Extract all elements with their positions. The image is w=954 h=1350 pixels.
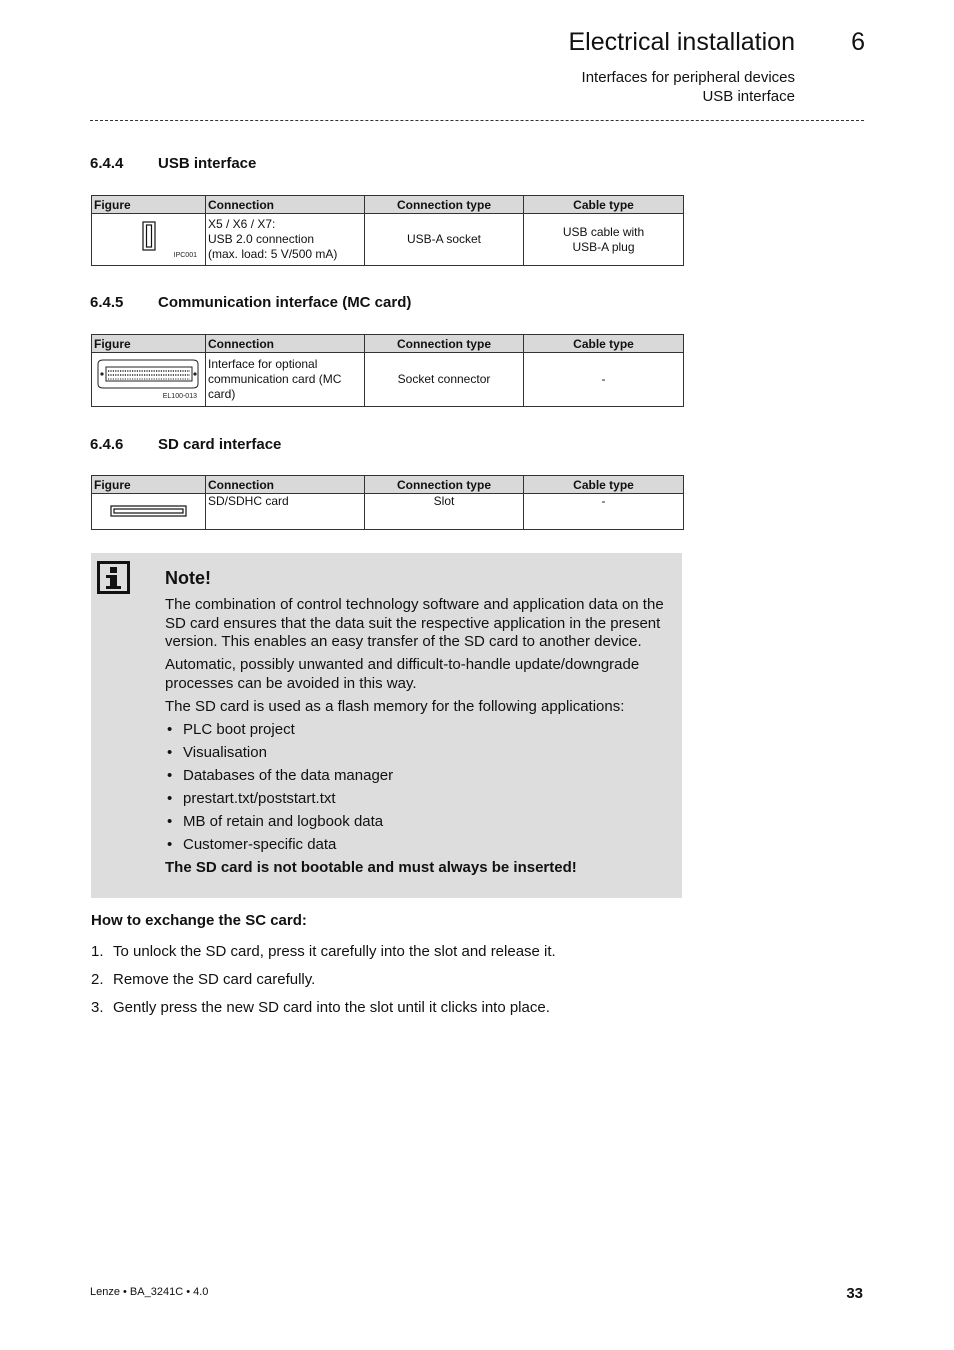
step-text: To unlock the SD card, press it carefully into the slot and release it.: [113, 943, 556, 960]
info-icon: [97, 561, 130, 594]
table-row: [92, 494, 684, 530]
step-number: 1.: [91, 943, 104, 960]
chapter-title: Electrical installation: [568, 28, 795, 56]
connection-cell: SD/SDHC card: [206, 494, 365, 530]
howto-heading: How to exchange the SC card:: [91, 912, 307, 929]
connection-line: (max. load: 5 V/500 mA): [208, 247, 338, 261]
cable-type-cell: -: [524, 353, 684, 407]
connection-line: Interface for optional: [208, 357, 318, 371]
page-number: 33: [846, 1285, 863, 1302]
table-row: [92, 214, 684, 266]
list-item: • Databases of the data manager: [165, 767, 671, 786]
step-number: 2.: [91, 971, 104, 988]
header-figure: Figure: [92, 335, 206, 353]
header-connection-type: Connection type: [365, 476, 524, 494]
section-heading-usb: [90, 155, 256, 172]
section-title: Communication interface (MC card): [158, 294, 412, 311]
connection-line: communication card (MC: [208, 372, 342, 386]
figure-label: IPC001: [173, 252, 197, 259]
connection-line: X5 / X6 / X7:: [208, 217, 276, 231]
header-figure: Figure: [92, 196, 206, 214]
list-item: [91, 943, 556, 961]
header-figure: Figure: [92, 476, 206, 494]
section-heading-sd-card: [90, 436, 281, 453]
connection-type-cell: USB-A socket: [365, 214, 524, 266]
table-header-row: [92, 476, 684, 494]
header-divider: [90, 120, 864, 121]
header-connection: Connection: [206, 335, 365, 353]
section-title: USB interface: [158, 155, 257, 172]
section-number: 6.4.5: [90, 294, 124, 311]
note-paragraph: The combination of control technology software and application data on the SD card ensures that the data suit the respective application in the present version. This enables an easy transfer of the SD card to another device.: [165, 596, 664, 650]
list-item: • Visualisation: [165, 744, 671, 763]
connection-cell: [206, 214, 365, 266]
figure-label: EL100-013: [162, 393, 197, 400]
cable-type-line: USB cable with: [562, 224, 645, 239]
header-subtitle-2: USB interface: [702, 88, 795, 105]
header-connection: Connection: [206, 476, 365, 494]
list-item: [91, 971, 556, 989]
sd-card-table: [91, 475, 684, 530]
figure-cell: [92, 494, 206, 530]
section-number: 6.4.4: [90, 155, 124, 172]
list-item: • MB of retain and logbook data: [165, 813, 671, 832]
usb-interface-table: [91, 195, 684, 266]
connection-type-cell: Socket connector: [365, 353, 524, 407]
connection-type-cell: Slot: [365, 494, 524, 530]
cable-type-cell: [524, 214, 684, 266]
header-connection-type: Connection type: [365, 335, 524, 353]
step-text: Gently press the new SD card into the slot until it clicks into place.: [113, 999, 550, 1016]
list-item: • PLC boot project: [165, 721, 671, 740]
note-paragraph: The SD card is used as a flash memory for the following applications:: [165, 697, 625, 715]
chapter-number: 6: [851, 28, 865, 56]
list-item: [91, 999, 556, 1017]
footer-doc-info: Lenze • BA_3241C • 4.0: [90, 1286, 209, 1298]
note-closing: The SD card is not bootable and must always be inserted!: [165, 858, 577, 876]
usb-port-icon: [142, 221, 156, 251]
table-header-row: [92, 335, 684, 353]
list-item: • Customer-specific data: [165, 836, 671, 855]
sd-slot-icon: [110, 505, 187, 517]
table-header-row: [92, 196, 684, 214]
note-bullet-list: [165, 721, 671, 855]
mc-card-table: [91, 334, 684, 407]
header-cable-type: Cable type: [524, 335, 684, 353]
cable-type-line: USB-A plug: [572, 239, 635, 254]
connection-line: USB 2.0 connection: [208, 232, 315, 246]
connection-cell: [206, 353, 365, 407]
howto-steps: [91, 943, 556, 1027]
section-number: 6.4.6: [90, 436, 124, 453]
note-paragraph: Automatic, possibly unwanted and difficult-to-handle update/downgrade processes can be avoided in this way.: [165, 656, 640, 692]
header-connection: Connection: [206, 196, 365, 214]
step-text: Remove the SD card carefully.: [113, 971, 316, 988]
note-title: Note!: [165, 568, 211, 588]
note-body: [165, 596, 671, 882]
connection-line: card): [208, 387, 236, 401]
section-title: SD card interface: [158, 436, 282, 453]
figure-cell: [92, 353, 206, 407]
header-subtitle-1: Interfaces for peripheral devices: [581, 69, 795, 86]
header-cable-type: Cable type: [524, 196, 684, 214]
list-item: • prestart.txt/poststart.txt: [165, 790, 671, 809]
table-row: [92, 353, 684, 407]
header-connection-type: Connection type: [365, 196, 524, 214]
header-cable-type: Cable type: [524, 476, 684, 494]
step-number: 3.: [91, 999, 104, 1016]
cable-type-cell: -: [524, 494, 684, 530]
mc-socket-icon: [95, 358, 201, 392]
section-heading-mc-card: [90, 294, 411, 311]
figure-cell: [92, 214, 206, 266]
